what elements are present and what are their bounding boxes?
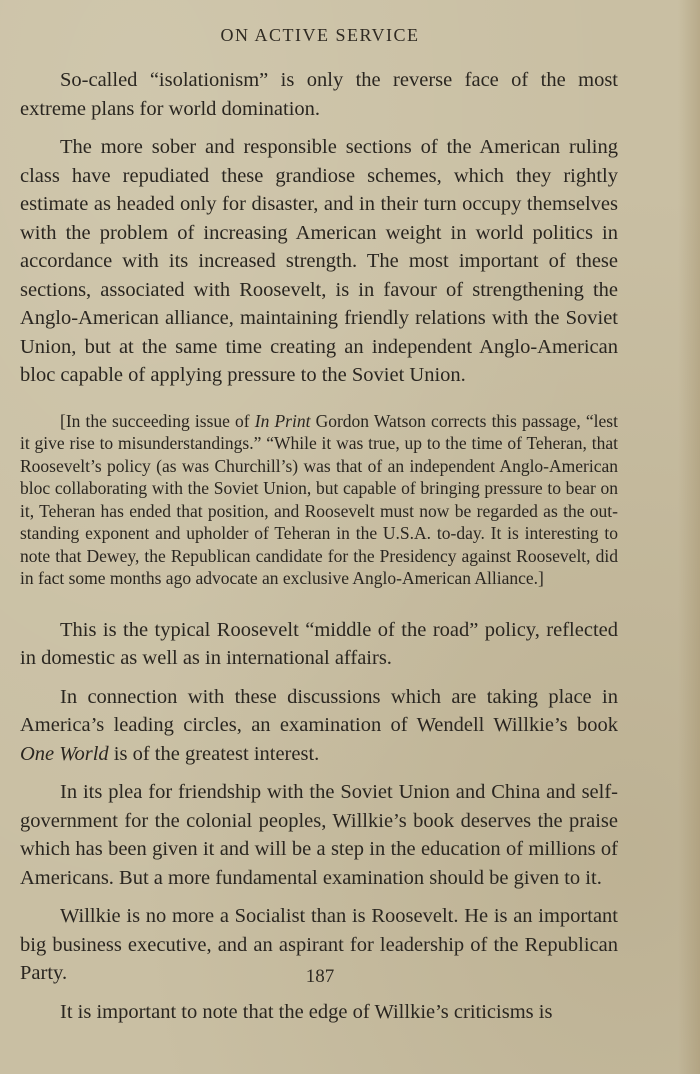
paragraph-plea: In its plea for friendship with the Soviet Union and China and self-government for the colonial peoples, Willkie’s book deserves the praise which has been given it and will be a step in the education of millions of Americans. But a more fundamental examination should be given to it. [20,781,618,889]
paragraph-middle-of-road: This is the typical Roosevelt “middle of the road” policy, reflected in domestic as well as in international affairs. [20,618,618,669]
paragraph-isolationism: So-called “isolationism” is only the reverse face of the most extreme plans for world domination. [20,69,618,120]
willkie-after: is of the greatest interest. [108,742,320,765]
running-head: ON ACTIVE SERVICE [220,25,420,45]
body-text [20,66,618,1031]
book-title: One World [20,742,109,765]
paragraph-ruling-class: The more sober and responsible sections of the American ruling class have repudiated these grandiose schemes, which they rightly estimate as headed only for disaster, and in their turn occupy themselves with the problem of increasing American weight in world politics in accordance with its increased strength. The most important of these sections, associated with Roosevelt, is in favour of strengthening the Anglo-American alliance, maintaining friendly relations with the Soviet Union, but at the same time creating an independent Anglo-American bloc capable of applying pressure to the Soviet Union. [20,136,618,386]
page-number: 187 [305,966,335,987]
willkie-before: In connection with these discussions which are taking place in America’s leading circles, an examination of Wendell Willkie’s book [20,685,618,736]
page-edge-shadow [678,0,700,1074]
paragraph-willkie-book [20,683,618,769]
paragraph-socialist: Willkie is no more a Socialist than is Roosevelt. He is an important big business executive, and an aspirant for leadership of the Republican Party. [20,905,618,984]
note-rest: Gordon Watson corrects this passage, “lest it give rise to misunderstandings.” “While it was true, up to the time of Teheran, that Roosevelt’s policy (as was Churchill’s) was that of an independent Anglo-American bloc collaborating with the Soviet Union, but capable of bringing pressure to bear on it, Teheran has ended that position, and Roosevelt must now be regarded as the outstanding exponent and upholder of Teheran in the U.S.A. to-day. It is interesting to note that Dewey, the Republican candidate for the Presidency against Roosevelt, did in fact some months ago advocate an exclusive Anglo-American Alliance.] [20,410,618,588]
note-open: [In the succeeding issue of [60,410,255,431]
note-journal-title: In Print [254,410,311,431]
editorial-note [20,410,618,590]
paragraph-criticisms: It is important to note that the edge of Willkie’s criticisms is [60,1000,553,1023]
